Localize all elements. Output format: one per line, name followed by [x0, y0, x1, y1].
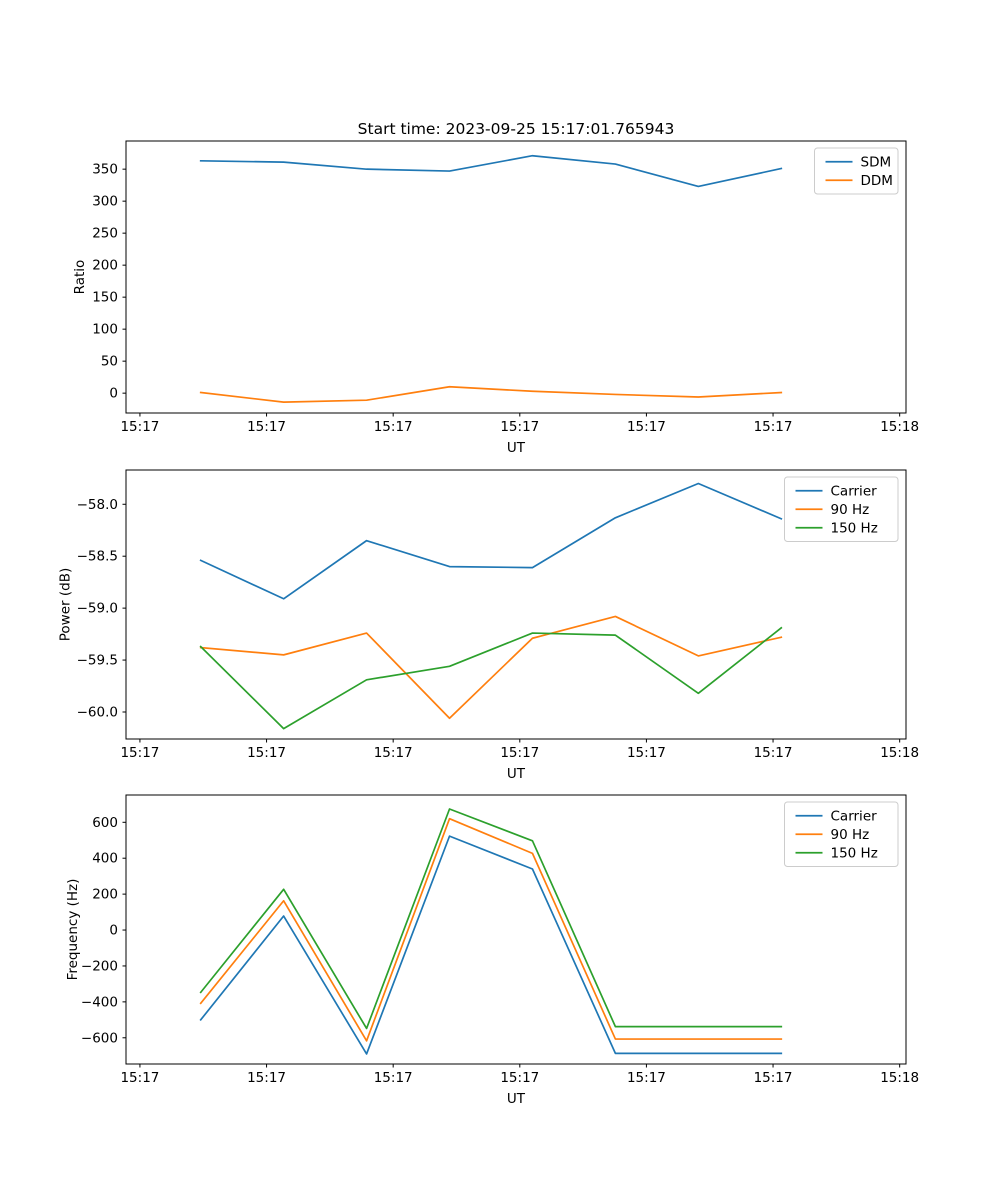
y-tick-label: 50: [100, 353, 118, 370]
line-90-hz: [201, 616, 782, 718]
legend-label: 90 Hz: [830, 826, 870, 843]
y-axis-label: Ratio: [72, 259, 89, 295]
y-axis-label: Power (dB): [57, 567, 74, 642]
x-tick-label: 15:17: [500, 1070, 540, 1086]
y-tick-label: 0: [109, 385, 118, 402]
y-tick-label: −600: [80, 1030, 118, 1047]
line-sdm: [201, 156, 782, 187]
axes-2: [58, 470, 920, 782]
x-tick-label: 15:17: [500, 745, 540, 761]
y-tick-label: −60.0: [76, 704, 118, 721]
legend-label: 150 Hz: [830, 845, 878, 862]
x-axis-label: UT: [506, 1091, 526, 1107]
x-tick-label: 15:18: [880, 419, 920, 435]
legend-label: Carrier: [830, 808, 877, 825]
figure-title: Start time: 2023-09-25 15:17:01.765943: [357, 120, 675, 138]
x-tick-label: 15:17: [373, 745, 413, 761]
line-ddm: [201, 387, 782, 402]
x-tick-label: 15:18: [880, 745, 920, 761]
y-tick-label: −59.5: [76, 652, 118, 669]
legend-label: 90 Hz: [830, 501, 870, 518]
x-tick-label: 15:17: [120, 1070, 160, 1086]
x-tick-label: 15:17: [373, 1070, 413, 1086]
x-tick-label: 15:17: [753, 745, 793, 761]
x-tick-label: 15:17: [247, 419, 287, 435]
y-axis-label: Frequency (Hz): [64, 878, 81, 981]
y-tick-label: 600: [92, 814, 118, 831]
line-150-hz: [201, 809, 782, 1028]
y-tick-label: 150: [92, 289, 118, 306]
axes-3: [65, 795, 919, 1107]
legend-label: Carrier: [830, 483, 877, 500]
x-tick-label: 15:18: [880, 1070, 920, 1086]
x-tick-label: 15:17: [753, 1070, 793, 1086]
x-tick-label: 15:17: [626, 419, 666, 435]
x-axis-label: UT: [506, 766, 526, 782]
y-tick-label: 200: [92, 886, 118, 903]
x-tick-label: 15:17: [120, 745, 160, 761]
y-tick-label: 0: [109, 922, 118, 939]
x-axis-label: UT: [506, 440, 526, 456]
legend: [785, 802, 899, 867]
x-tick-label: 15:17: [120, 419, 160, 435]
legend: [815, 148, 899, 194]
legend-label: DDM: [860, 172, 893, 189]
y-tick-label: −400: [80, 994, 118, 1011]
plots-group: [58, 141, 920, 1107]
x-tick-label: 15:17: [753, 419, 793, 435]
x-tick-label: 15:17: [247, 1070, 287, 1086]
y-tick-label: −58.0: [76, 496, 118, 513]
y-tick-label: 350: [92, 161, 118, 178]
y-tick-label: −200: [80, 958, 118, 975]
x-tick-label: 15:17: [247, 745, 287, 761]
y-tick-label: 300: [92, 193, 118, 210]
line-carrier: [201, 836, 782, 1054]
x-tick-label: 15:17: [500, 419, 540, 435]
y-tick-label: 200: [92, 257, 118, 274]
y-tick-label: 400: [92, 850, 118, 867]
legend-label: 150 Hz: [830, 520, 878, 537]
y-tick-label: −58.5: [76, 548, 118, 565]
y-tick-label: 100: [92, 321, 118, 338]
x-tick-label: 15:17: [626, 745, 666, 761]
x-tick-label: 15:17: [626, 1070, 666, 1086]
line-carrier: [201, 484, 782, 599]
axes-1: [72, 141, 919, 456]
y-tick-label: 250: [92, 225, 118, 242]
legend-label: SDM: [860, 154, 892, 171]
legend: [785, 477, 899, 542]
y-tick-label: −59.0: [76, 600, 118, 617]
axes-frame: [126, 141, 906, 413]
x-tick-label: 15:17: [373, 419, 413, 435]
